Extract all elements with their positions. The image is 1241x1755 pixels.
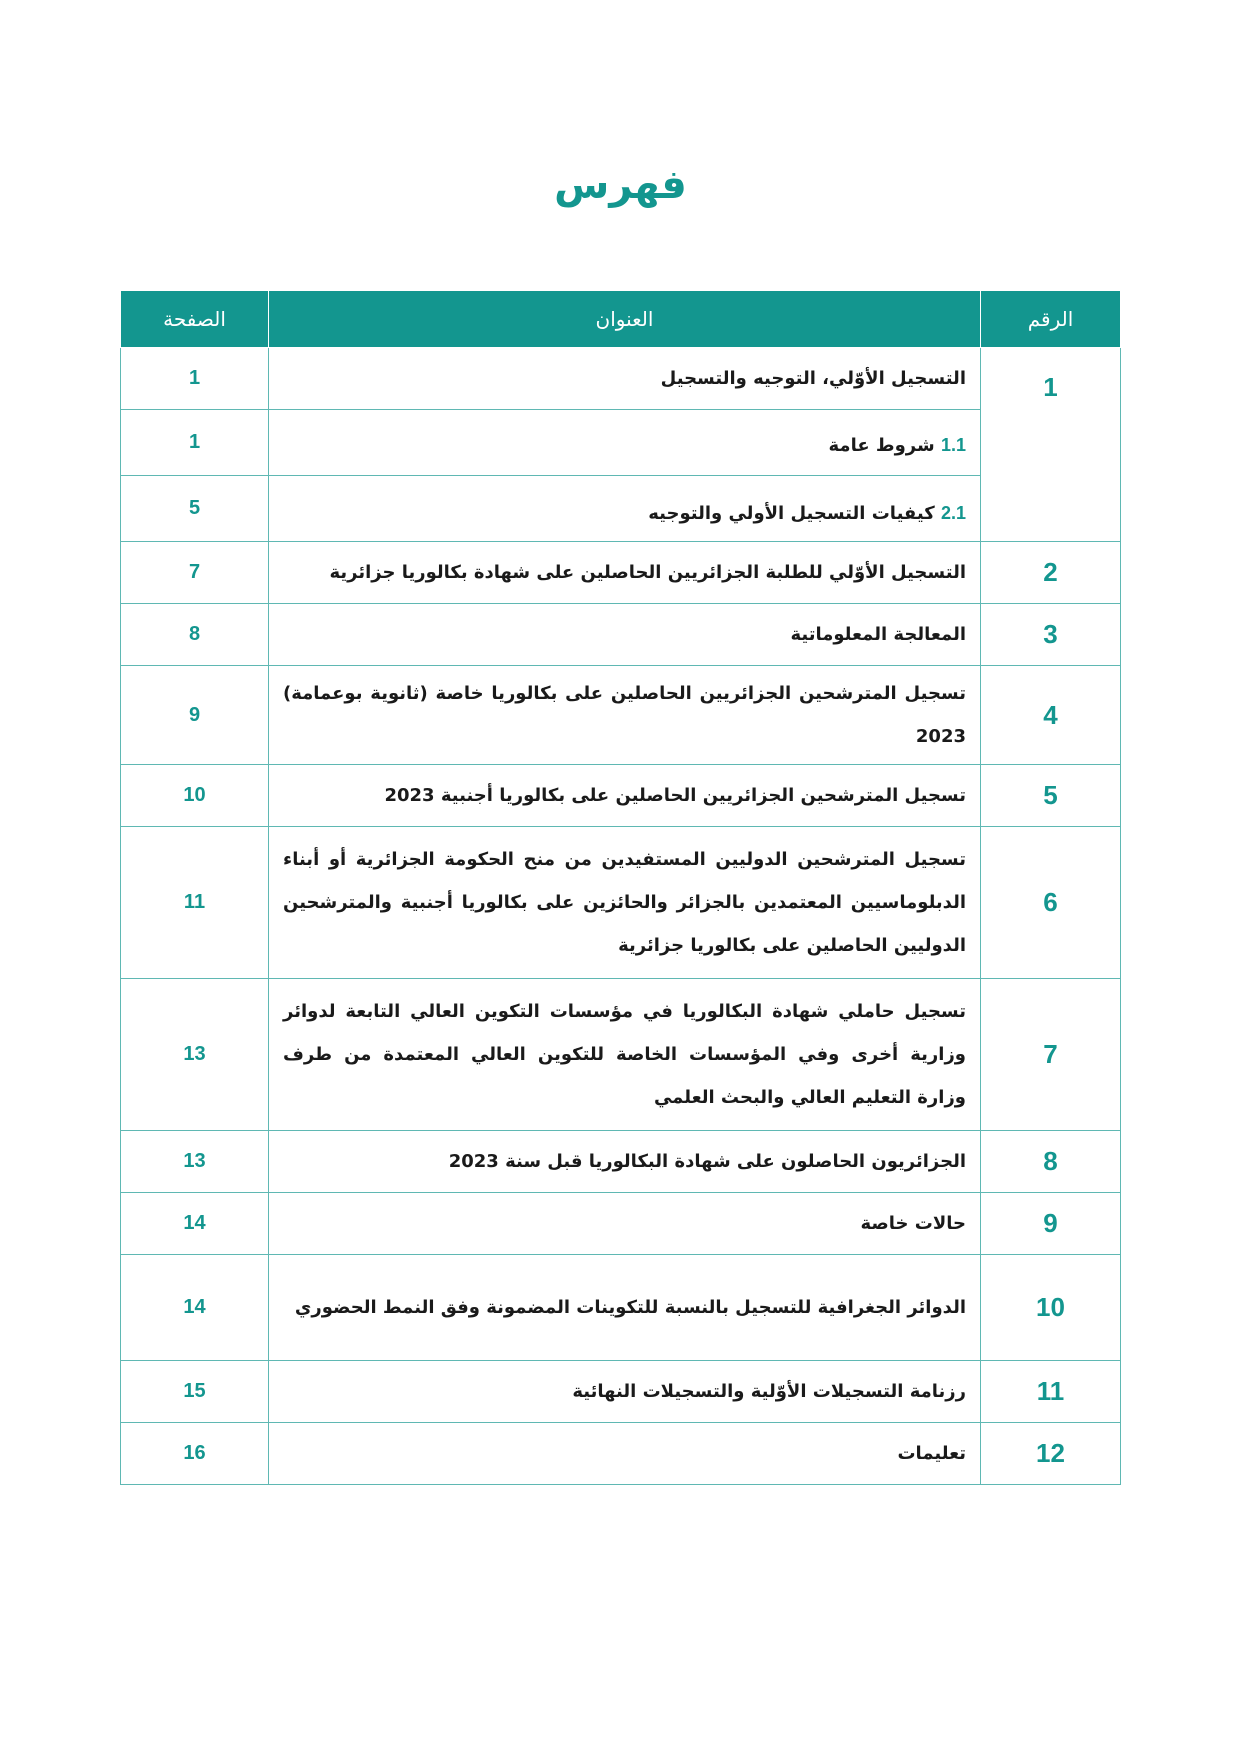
- table-row: [121, 666, 1121, 765]
- entry-page: 13: [121, 1131, 269, 1193]
- entry-number: 8: [981, 1131, 1121, 1193]
- entry-number: 1: [981, 348, 1121, 542]
- table-row: [121, 604, 1121, 666]
- table-row: [121, 765, 1121, 827]
- entry-title: التسجيل الأوّلي، التوجيه والتسجيل: [269, 348, 981, 410]
- table-row: [121, 1361, 1121, 1423]
- entry-title: تعليمات: [269, 1423, 981, 1485]
- entry-title: حالات خاصة: [269, 1193, 981, 1255]
- sub-entry-number: 2.1: [940, 503, 966, 523]
- header-page: الصفحة: [121, 291, 269, 348]
- entry-title: [269, 410, 981, 476]
- entry-number: 5: [981, 765, 1121, 827]
- table-row: [121, 979, 1121, 1131]
- sub-entry-number: 1.1: [940, 435, 966, 455]
- table-row: [121, 348, 1121, 410]
- table-row: [121, 1423, 1121, 1485]
- table-row: [121, 1131, 1121, 1193]
- table-row: [121, 1193, 1121, 1255]
- entry-title: تسجيل المترشحين الجزائريين الحاصلين على بكالوريا خاصة (ثانوية بوعمامة) 2023: [269, 666, 981, 765]
- entry-number: 6: [981, 827, 1121, 979]
- entry-number: 2: [981, 542, 1121, 604]
- entry-number: 7: [981, 979, 1121, 1131]
- entry-page: 14: [121, 1255, 269, 1361]
- entry-title: المعالجة المعلوماتية: [269, 604, 981, 666]
- entry-page: 15: [121, 1361, 269, 1423]
- entry-page: 1: [121, 348, 269, 410]
- entry-page: 7: [121, 542, 269, 604]
- entry-number: 12: [981, 1423, 1121, 1485]
- entry-title: الجزائريون الحاصلون على شهادة البكالوريا قبل سنة 2023: [269, 1131, 981, 1193]
- entry-number: 4: [981, 666, 1121, 765]
- entry-title: التسجيل الأوّلي للطلبة الجزائريين الحاصلين على شهادة بكالوريا جزائرية: [269, 542, 981, 604]
- entry-page: 10: [121, 765, 269, 827]
- page-title: فهرس: [554, 162, 687, 208]
- entry-page: 14: [121, 1193, 269, 1255]
- header-row: [121, 291, 1121, 348]
- entry-title: الدوائر الجغرافية للتسجيل بالنسبة للتكوينات المضمونة وفق النمط الحضوري: [269, 1255, 981, 1361]
- entry-number: 10: [981, 1255, 1121, 1361]
- entry-page: 11: [121, 827, 269, 979]
- table-row: [121, 827, 1121, 979]
- entry-page: 8: [121, 604, 269, 666]
- entry-title: تسجيل المترشحين الجزائريين الحاصلين على بكالوريا أجنبية 2023: [269, 765, 981, 827]
- header-number: الرقم: [981, 291, 1121, 348]
- entry-page: 9: [121, 666, 269, 765]
- entry-page: 1: [121, 410, 269, 476]
- sub-entry-title: شروط عامة: [828, 435, 935, 456]
- entry-title: تسجيل حاملي شهادة البكالوريا في مؤسسات التكوين العالي التابعة لدوائر وزارية أخرى وفي المؤسسات الخاصة للتكوين العالي المعتمدة من طرف وزارة التعليم العالي والبحث العلمي: [269, 979, 981, 1131]
- table-row: [121, 1255, 1121, 1361]
- entry-number: 11: [981, 1361, 1121, 1423]
- entry-page: 13: [121, 979, 269, 1131]
- header-heading: العنوان: [269, 291, 981, 348]
- sub-entry-title: كيفيات التسجيل الأولي والتوجيه: [648, 503, 935, 524]
- entry-page: 5: [121, 476, 269, 542]
- entry-title: تسجيل المترشحين الدوليين المستفيدين من منح الحكومة الجزائرية أو أبناء الدبلوماسيين المعتمدين بالجزائر والحائزين على بكالوريا أجنبية والمترشحين الدوليين الحاصلين على بكالوريا جزائرية: [269, 827, 981, 979]
- entry-number: 9: [981, 1193, 1121, 1255]
- entry-number: 3: [981, 604, 1121, 666]
- table-row: [121, 410, 1121, 476]
- entry-title: [269, 476, 981, 542]
- entry-title: رزنامة التسجيلات الأوّلية والتسجيلات النهائية: [269, 1361, 981, 1423]
- entry-page: 16: [121, 1423, 269, 1485]
- table-of-contents: [120, 290, 1121, 1485]
- table-row: [121, 542, 1121, 604]
- table-row: [121, 476, 1121, 542]
